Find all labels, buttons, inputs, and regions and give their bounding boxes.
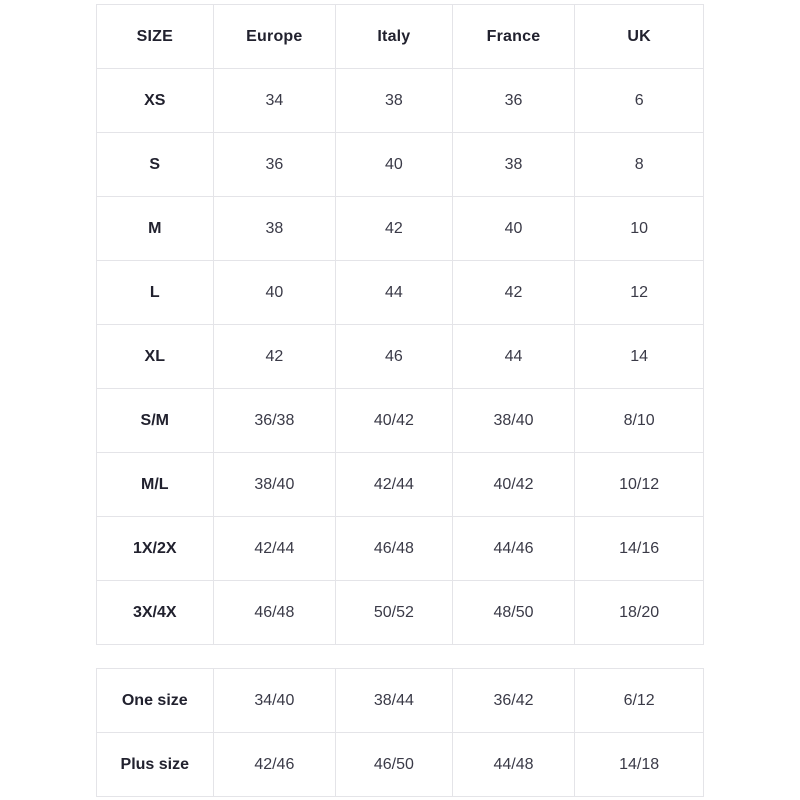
cell-france: 36/42 xyxy=(452,669,575,733)
cell-europe: 34/40 xyxy=(213,669,336,733)
cell-italy: 46 xyxy=(336,325,453,389)
cell-europe: 38/40 xyxy=(213,453,336,517)
cell-uk: 6/12 xyxy=(575,669,704,733)
cell-europe: 38 xyxy=(213,197,336,261)
cell-france: 48/50 xyxy=(452,581,575,645)
cell-uk: 8/10 xyxy=(575,389,704,453)
cell-france: 40 xyxy=(452,197,575,261)
table-row xyxy=(97,389,704,453)
cell-uk: 10 xyxy=(575,197,704,261)
column-header-italy: Italy xyxy=(336,5,453,69)
table-row xyxy=(97,581,704,645)
table-row xyxy=(97,517,704,581)
table-row xyxy=(97,69,704,133)
row-label: M xyxy=(97,197,214,261)
cell-france: 38/40 xyxy=(452,389,575,453)
table-row xyxy=(97,133,704,197)
table-row xyxy=(97,669,704,733)
column-header-size: SIZE xyxy=(97,5,214,69)
cell-italy: 40/42 xyxy=(336,389,453,453)
cell-france: 36 xyxy=(452,69,575,133)
row-label: XS xyxy=(97,69,214,133)
cell-italy: 44 xyxy=(336,261,453,325)
column-header-france: France xyxy=(452,5,575,69)
secondary-size-table-wrapper xyxy=(96,668,704,797)
row-label: 1X/2X xyxy=(97,517,214,581)
cell-france: 40/42 xyxy=(452,453,575,517)
cell-italy: 38/44 xyxy=(336,669,453,733)
cell-france: 44/46 xyxy=(452,517,575,581)
cell-europe: 42/46 xyxy=(213,733,336,797)
table-header-row xyxy=(97,5,704,69)
cell-france: 44 xyxy=(452,325,575,389)
table-row xyxy=(97,325,704,389)
row-label: L xyxy=(97,261,214,325)
cell-france: 44/48 xyxy=(452,733,575,797)
secondary-size-table-body xyxy=(97,669,704,797)
cell-italy: 40 xyxy=(336,133,453,197)
cell-europe: 46/48 xyxy=(213,581,336,645)
cell-france: 42 xyxy=(452,261,575,325)
main-size-table-body xyxy=(97,69,704,645)
cell-uk: 14/18 xyxy=(575,733,704,797)
table-row xyxy=(97,197,704,261)
cell-europe: 42 xyxy=(213,325,336,389)
cell-italy: 46/50 xyxy=(336,733,453,797)
cell-italy: 46/48 xyxy=(336,517,453,581)
cell-italy: 50/52 xyxy=(336,581,453,645)
main-size-table-head xyxy=(97,5,704,69)
row-label: One size xyxy=(97,669,214,733)
cell-italy: 38 xyxy=(336,69,453,133)
main-size-table-wrapper xyxy=(96,4,704,645)
table-row xyxy=(97,733,704,797)
cell-uk: 10/12 xyxy=(575,453,704,517)
cell-europe: 42/44 xyxy=(213,517,336,581)
cell-uk: 14 xyxy=(575,325,704,389)
cell-europe: 36/38 xyxy=(213,389,336,453)
row-label: XL xyxy=(97,325,214,389)
cell-italy: 42 xyxy=(336,197,453,261)
main-size-table xyxy=(96,4,704,645)
row-label: M/L xyxy=(97,453,214,517)
row-label: S xyxy=(97,133,214,197)
cell-uk: 8 xyxy=(575,133,704,197)
cell-france: 38 xyxy=(452,133,575,197)
column-header-europe: Europe xyxy=(213,5,336,69)
row-label: 3X/4X xyxy=(97,581,214,645)
cell-europe: 34 xyxy=(213,69,336,133)
cell-europe: 36 xyxy=(213,133,336,197)
cell-uk: 18/20 xyxy=(575,581,704,645)
column-header-uk: UK xyxy=(575,5,704,69)
row-label: Plus size xyxy=(97,733,214,797)
table-row xyxy=(97,261,704,325)
cell-europe: 40 xyxy=(213,261,336,325)
row-label: S/M xyxy=(97,389,214,453)
cell-uk: 6 xyxy=(575,69,704,133)
table-row xyxy=(97,453,704,517)
cell-uk: 12 xyxy=(575,261,704,325)
cell-italy: 42/44 xyxy=(336,453,453,517)
cell-uk: 14/16 xyxy=(575,517,704,581)
secondary-size-table xyxy=(96,668,704,797)
